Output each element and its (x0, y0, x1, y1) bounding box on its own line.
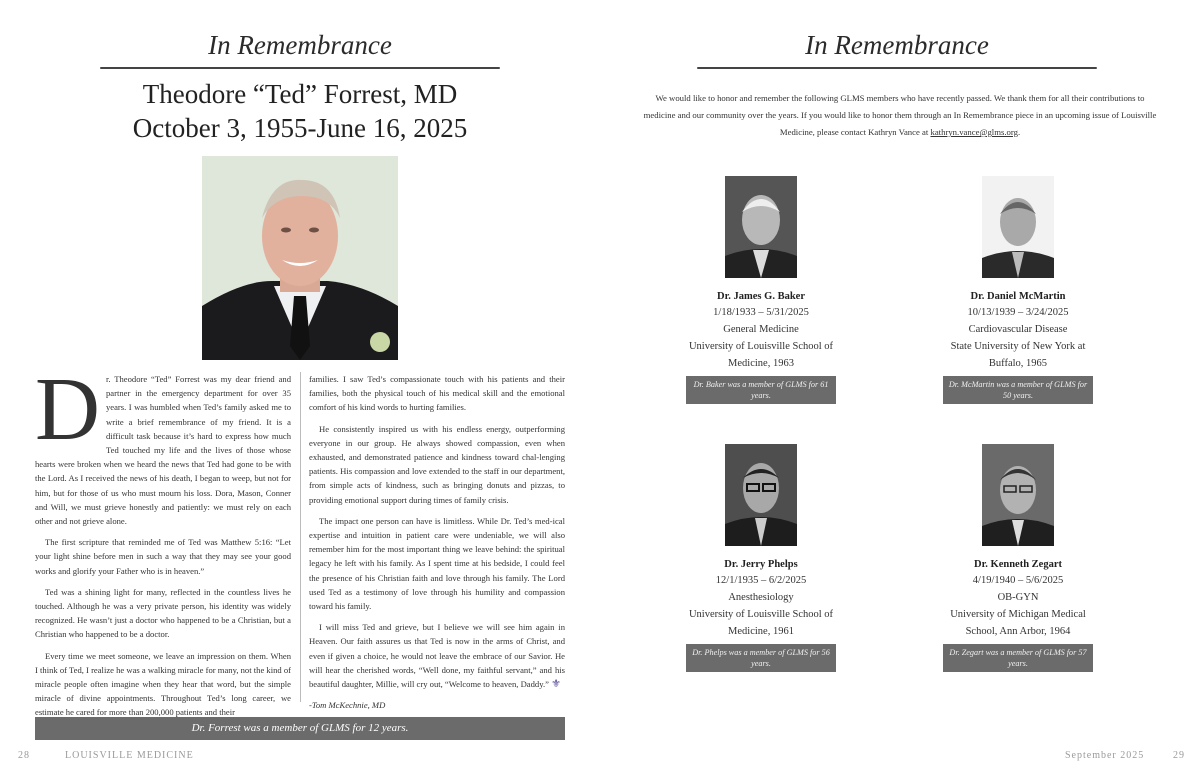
member-photo (982, 176, 1054, 278)
member-name: Dr. Kenneth Zegart (974, 559, 1062, 570)
publication-name: LOUISVILLE MEDICINE (65, 750, 194, 761)
member-specialty: OB-GYN (997, 592, 1039, 603)
ted-forrest-portrait (202, 156, 398, 360)
member-photo (725, 176, 797, 278)
member-specialty: Cardiovascular Disease (968, 324, 1068, 335)
member-school: University of Michigan Medical School, Ann Arbor, 1964 (950, 609, 1086, 637)
title-rule (697, 67, 1097, 69)
member-name: Dr. James G. Baker (717, 291, 805, 302)
drop-cap: D (35, 360, 100, 459)
paragraph: Ted was a shining light for many, reflected in the countless lives he touched. Although he was a very private person, his identity was widely recognized. He wasn’t just a doctor who happened to be a Christian, but a Christian who happened to be a doctor. (35, 586, 291, 640)
paragraph: I will miss Ted and grieve, but I believe we will see him again in Heaven. Our faith assures us that Ted is now in the arms of Christ, and even if given a choice, he would not leave the embrace of our Savior. He will hear the cherished words, “Well done, my faithful servant,” and his beautiful daughter, Millie, will cry out, “Welcome to heaven, Daddy.” ⚜ (309, 622, 565, 691)
paragraph: Every time we meet someone, we leave an impression on them. When I think of Ted, I realize he was a walking miracle for many, not the kind of miracle people often imagine when they hear that word, but the simple miracle of divine appointments. Throughout Ted’s long career, we estimate he cared for more than 200,000 patients and their (35, 650, 291, 718)
section-title: In Remembrance (208, 30, 392, 60)
column-divider (300, 372, 301, 702)
member-card (935, 444, 1101, 672)
page-number: 29 (1173, 750, 1185, 761)
member-duration-bar: Dr. Zegart was a member of GLMS for 57 years. (943, 644, 1093, 672)
member-card (935, 176, 1101, 404)
article-column-2 (309, 372, 565, 719)
page-number: 28 (18, 750, 30, 761)
member-name: Dr. Jerry Phelps (724, 559, 798, 570)
member-school: State University of New York at Buffalo, 1965 (950, 341, 1086, 369)
member-dates: 1/18/1933 – 5/31/2025 (713, 307, 809, 318)
member-dates: 12/1/1935 – 6/2/2025 (715, 575, 807, 586)
member-photo (725, 444, 797, 546)
article-column-1 (35, 360, 291, 727)
paragraph: families. I saw Ted’s compassionate touch with his patients and their families, both the physical touch of his medical skill and the emotional comfort of his kind words to hurting families. (309, 374, 565, 413)
member-name: Dr. Daniel McMartin (970, 291, 1066, 302)
paragraph: He consistently inspired us with his endless energy, outperforming everyone in our group. He always showed compassion, even when exhausted, and demonstrated patience and kindness toward chal-lenging patients. His compassion and love extended to the staff in our department, from simple acts of kindness, such as bringing donuts and pizzas, to providing emotional support during times of family crisis. (309, 423, 565, 505)
member-photo (982, 444, 1054, 546)
member-card (678, 444, 844, 672)
member-school: University of Louisville School of Medicine, 1961 (688, 609, 834, 637)
member-dates: 10/13/1939 – 3/24/2025 (967, 307, 1069, 318)
member-duration-bar: Dr. Forrest was a member of GLMS for 12 years. (35, 717, 565, 740)
paragraph: Dr. Theodore “Ted” Forrest was my dear friend and partner in the emergency department for over 35 years. I was humbled when Ted’s family asked me to write a brief remembrance of my friend. It is a difficult task because it’s hard to express how much Ted touched my life and the lives of those whose hearts were broken when we heard the news that Ted had gone to be with the Lord. As I received the news of his death, I began to weep, but not for him, but for those of us who must mourn his loss. Dora, Mason, Conner and Will, we must grieve honestly and patiently: we must rely on each other and not grieve alone. (35, 360, 291, 527)
intro-text: We would like to honor and remember the following GLMS members who have recently passed. We thank them for all their contributions to medicine and our community over the years. If you would like to honor them through an In Remembrance piece in an upcoming issue of Louisville Medicine, please contact Kathryn Vance at kathryn.vance@glms.org. (643, 93, 1157, 137)
member-specialty: Anesthesiology (728, 592, 794, 603)
fleur-de-lis-icon: ⚜ (551, 678, 561, 691)
signature: -Tom McKechnie, MD (309, 700, 386, 711)
member-specialty: General Medicine (723, 324, 799, 335)
member-duration-bar: Dr. Baker was a member of GLMS for 61 years. (686, 376, 836, 404)
member-dates: 4/19/1940 – 5/6/2025 (972, 575, 1064, 586)
member-card (678, 176, 844, 404)
paragraph: The first scripture that reminded me of Ted was Matthew 5:16: “Let your light shine before men in such a way that they may see your good works and glorify your Father who is in heaven.” (35, 537, 291, 576)
obituary-dates: October 3, 1955-June 16, 2025 (132, 113, 468, 143)
paragraph: The impact one person can have is limitless. While Dr. Ted’s med-ical expertise and intuition in patient care were undeniable, we will also remember him for the most important thing we leave behind: the spiritual legacy he left with his family. As I spent time at his bedside, I could feel the presence of his Christian faith and love through his family. The Lord used Ted as a testimony of love through his humility and compassion toward his family. (309, 515, 565, 612)
title-rule (100, 67, 500, 69)
member-duration-bar: Dr. McMartin was a member of GLMS for 50 years. (943, 376, 1093, 404)
member-school: University of Louisville School of Medicine, 1963 (688, 341, 834, 369)
issue-date: September 2025 (1065, 750, 1145, 761)
obituary-name: Theodore “Ted” Forrest, MD (142, 79, 458, 109)
section-title: In Remembrance (805, 30, 989, 60)
contact-email-link[interactable]: kathryn.vance@glms.org (930, 127, 1018, 137)
member-duration-bar: Dr. Phelps was a member of GLMS for 56 years. (686, 644, 836, 672)
